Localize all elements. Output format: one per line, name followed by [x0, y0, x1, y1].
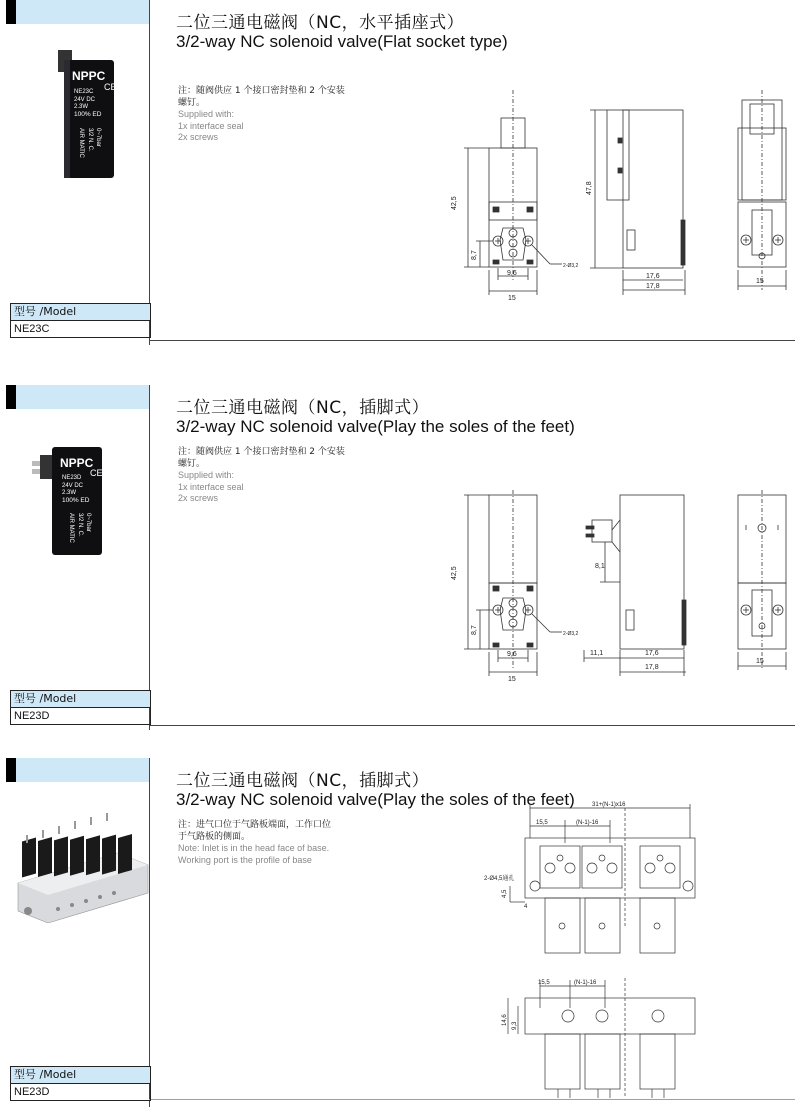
technical-drawing-manifold	[480, 798, 715, 1098]
side-window	[627, 230, 635, 250]
product-photo-ne23d	[30, 445, 120, 560]
model-label: 型号 /Model	[11, 1067, 150, 1084]
dim-b-h2: 9,3	[512, 1021, 518, 1030]
dim-side-w2: 17,8	[646, 283, 660, 290]
note-en-1: Note: Inlet is in the head face of base.	[178, 843, 330, 853]
product-photo-manifold	[10, 813, 150, 923]
product-side-1: AIR MATIC	[68, 513, 74, 543]
supply-note	[178, 447, 353, 505]
product-voltage: 24V DC	[62, 483, 84, 489]
model-box	[10, 690, 151, 725]
technical-drawing-ne23d	[440, 490, 795, 690]
section-title-en: 3/2-way NC solenoid valve(Flat socket type)	[176, 32, 508, 51]
note-cn: 注：随阀供应 1 个接口密封垫和 2 个安装螺钉。	[178, 447, 345, 469]
product-side-2: 3/2 N. C.	[77, 513, 83, 537]
section-divider-vertical	[149, 385, 150, 730]
note-en-1: Supplied with:	[178, 470, 235, 480]
dim-h1: 4,5	[502, 889, 508, 898]
note-cn-2: 于气路板的侧面。	[178, 831, 251, 842]
dim-pitch: (N-1)-16	[576, 820, 599, 826]
side-connector	[607, 110, 629, 200]
model-value: NE23D	[14, 710, 50, 722]
model-label: 型号 /Model	[11, 691, 150, 708]
section-divider-vertical	[149, 0, 150, 345]
supply-note	[178, 86, 353, 144]
coil-highlight	[64, 60, 70, 178]
dim-pin-h: 8,1	[595, 563, 605, 570]
front-slot-right	[527, 207, 533, 212]
product-power: 2.3W	[74, 104, 89, 110]
product-side-1: AIR MATIC	[78, 128, 84, 158]
section-marker	[6, 385, 16, 409]
note-en-2: 1x interface seal	[178, 481, 244, 492]
section-ne23d-manifold	[0, 758, 800, 1107]
note-cn: 注：随阀供应 1 个接口密封垫和 2 个安装螺钉。	[178, 86, 345, 108]
dim-b-pitch: (N-1)-16	[574, 980, 597, 986]
section-title-en: 3/2-way NC solenoid valve(Play the soles of the feet)	[176, 790, 575, 809]
dim-side-h: 47,8	[586, 181, 593, 195]
product-photo-ne23c	[50, 46, 125, 181]
mount-hole	[530, 881, 540, 891]
section-header-bar	[6, 0, 149, 24]
dim-width: 15	[508, 676, 516, 683]
dim-side-w1: 17,6	[645, 650, 659, 657]
leader-line-hole	[532, 245, 550, 264]
manifold-front-view	[525, 998, 695, 1034]
section-marker	[6, 0, 16, 24]
product-brand: NPPC	[72, 69, 106, 83]
product-side-3: 0~7bar	[95, 128, 101, 147]
side-pin-block	[592, 520, 612, 542]
dim-port-h: 8,7	[471, 250, 478, 260]
dim-total: 31+(N-1)x16	[592, 802, 626, 808]
product-voltage: 24V DC	[74, 97, 96, 103]
dim-port-h: 8,7	[471, 625, 478, 635]
side-body	[620, 495, 684, 649]
section-divider-horizontal	[149, 1099, 795, 1100]
manifold-top-view	[525, 838, 695, 898]
front-slot-bottom-left	[493, 260, 499, 264]
technical-drawing-ne23c	[440, 90, 795, 310]
note-en-2: Working port is the profile of base	[178, 854, 312, 865]
section-divider-horizontal	[149, 340, 795, 341]
product-code: NE23D	[62, 475, 82, 481]
model-label: 型号 /Model	[11, 304, 150, 321]
dim-height: 42,5	[451, 196, 458, 210]
front-slot-left	[493, 207, 499, 212]
dim-side-w1: 17,6	[646, 273, 660, 280]
front-slot-bottom-right	[527, 260, 533, 264]
dim-height: 42,5	[451, 566, 458, 580]
model-box	[10, 303, 151, 338]
note-en-3: 2x screws	[178, 132, 219, 142]
valve-side-2	[585, 898, 620, 953]
dim-port-w: 9,6	[507, 270, 517, 277]
dim-hole: 2-Ø4,5通孔	[484, 876, 515, 882]
product-power: 2.3W	[62, 490, 77, 496]
dim-side-w0: 11,1	[590, 650, 604, 657]
dim-end-w: 15	[756, 278, 764, 285]
section-header-bar	[6, 385, 149, 409]
dim-first: 15,5	[536, 820, 548, 826]
note-cn-1: 注：进气口位于气路板端面，工作口位	[178, 820, 332, 830]
dim-h2: 4	[524, 904, 528, 910]
note-en-3: 2x screws	[178, 493, 219, 503]
note-en-1: Supplied with:	[178, 109, 235, 119]
product-brand: NPPC	[60, 456, 94, 470]
product-side-2: 3/2 N. C.	[87, 128, 93, 152]
product-ed: 100% ED	[74, 111, 102, 118]
dim-width: 15	[508, 295, 516, 302]
product-code: NE23C	[74, 89, 94, 95]
section-title-en: 3/2-way NC solenoid valve(Play the soles of the feet)	[176, 417, 575, 436]
section-divider-horizontal	[149, 725, 795, 726]
section-ne23d-pin	[0, 385, 800, 730]
valve-side-3	[640, 898, 675, 953]
model-value: NE23C	[14, 323, 50, 335]
product-side-3: 0~7bar	[85, 513, 91, 532]
section-header-bar	[6, 758, 149, 782]
dim-hole: 2-Ø3,2	[563, 631, 579, 637]
section-title-cn: 二位三通电磁阀（NC，水平插座式）	[176, 13, 465, 33]
section-title-cn: 二位三通电磁阀（NC，插脚式）	[176, 771, 430, 791]
ce-mark-icon: CE	[104, 82, 117, 92]
dim-side-w2: 17,8	[645, 664, 659, 671]
product-ed: 100% ED	[62, 497, 90, 504]
valve-side-1	[545, 898, 580, 953]
dim-end-w: 15	[756, 658, 764, 665]
section-ne23c	[0, 0, 800, 345]
section-title-cn: 二位三通电磁阀（NC，插脚式）	[176, 398, 430, 418]
model-box	[10, 1066, 151, 1101]
manifold-note	[178, 820, 368, 866]
ce-mark-icon: CE	[90, 468, 103, 478]
model-value: NE23D	[14, 1086, 50, 1098]
dim-b-h1: 14,6	[502, 1014, 508, 1026]
section-marker	[6, 758, 16, 782]
dim-hole: 2-Ø3,2	[563, 263, 579, 269]
section-divider-vertical	[149, 758, 150, 1107]
note-en-2: 1x interface seal	[178, 120, 244, 131]
side-body	[623, 110, 683, 268]
dim-port-w: 9,6	[507, 651, 517, 658]
dim-b-first: 15,5	[538, 980, 550, 986]
